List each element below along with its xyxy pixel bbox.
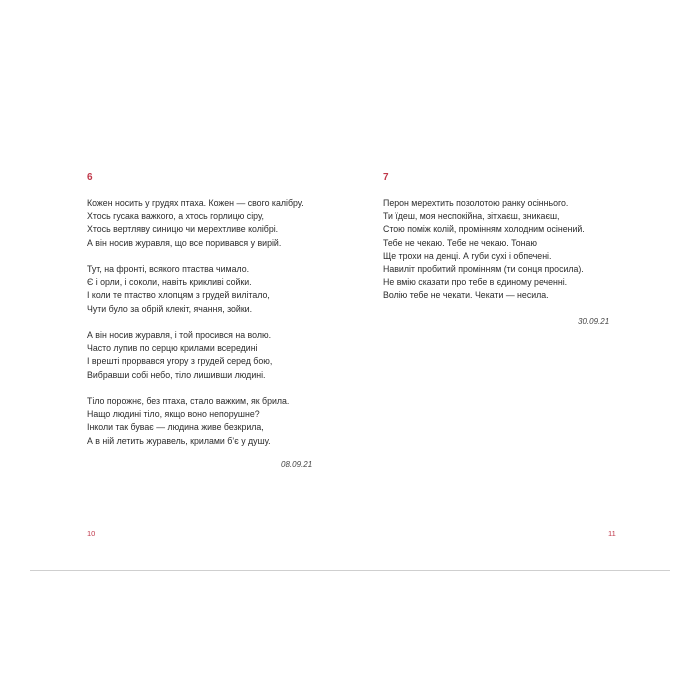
poem-line: Нащо людині тіло, якщо воно непорушне? (87, 409, 260, 420)
poem-date: 08.09.21 (281, 460, 313, 469)
poem-number: 6 (87, 172, 93, 183)
stanza (87, 395, 304, 448)
poem-line: Ти їдеш, моя неспокійна, зітхаєш, зникаєш, (383, 211, 560, 222)
poem-line: А він носив журавля, і той просився на волю. (87, 330, 272, 340)
stanza (87, 197, 304, 250)
poem-line: Інколи так буває — людина живе безкрила, (87, 422, 264, 433)
poem-line: А в ній летить журавель, крилами б’є у душу. (87, 435, 271, 446)
page-number: 11 (608, 529, 616, 538)
stanza (87, 263, 304, 316)
poem-line: Вибравши собі небо, тіло лишивши людині. (87, 369, 266, 380)
poem-body (87, 197, 304, 448)
bottom-divider (30, 570, 670, 571)
poem-line: Ще трохи на денці. А губи сухі і обпечені. (383, 250, 552, 261)
poem-line: Хтось гусака важкого, а хтось горлицю сіру, (87, 211, 264, 222)
right-page (350, 0, 700, 570)
poem-line: Не вмію сказати про тебе в єдиному реченні. (383, 277, 568, 288)
poem-body (383, 197, 585, 303)
poem-line: Є і орли, і соколи, навіть крикливі сойки. (87, 277, 252, 288)
poem-line: Стою поміж колій, промінням холодним осінений. (383, 224, 585, 235)
poem-line: Тебе не чекаю. Тебе не чекаю. Тонаю (383, 237, 538, 248)
poem-line: Тіло порожнє, без птаха, стало важким, як брила. (87, 396, 290, 406)
poem-line: Хтось вертляву синицю чи мерехтливе колібрі. (87, 224, 279, 235)
poem-line: Чути було за обрій клекіт, ячання, зойки. (87, 303, 253, 314)
poem-date: 30.09.21 (578, 317, 610, 326)
poem-line: Навиліт пробитий промінням (ти сонця просила). (383, 264, 584, 275)
poem-line: А він носив журавля, що все поривався у вирій. (87, 237, 282, 248)
poem-line: Перон мерехтить позолотою ранку осіннього. (383, 198, 569, 208)
left-page (0, 0, 350, 570)
poem-line: І коли те птаство хлопцям з грудей вилітало, (87, 290, 270, 301)
poem-line: І врешті прорвався угору з грудей серед бою, (87, 356, 273, 367)
stanza (87, 329, 304, 382)
page-number: 10 (87, 529, 96, 538)
stanza (383, 197, 585, 303)
poem-line: Волію тебе не чекати. Чекати — несила. (383, 290, 549, 301)
poem-line: Тут, на фронті, всякого птаства чимало. (87, 264, 250, 274)
poem-number: 7 (383, 172, 389, 183)
poem-line: Часто лупив по серцю крилами всередині (87, 343, 258, 354)
poem-line: Кожен носить у грудях птаха. Кожен — свого калібру. (87, 198, 304, 208)
